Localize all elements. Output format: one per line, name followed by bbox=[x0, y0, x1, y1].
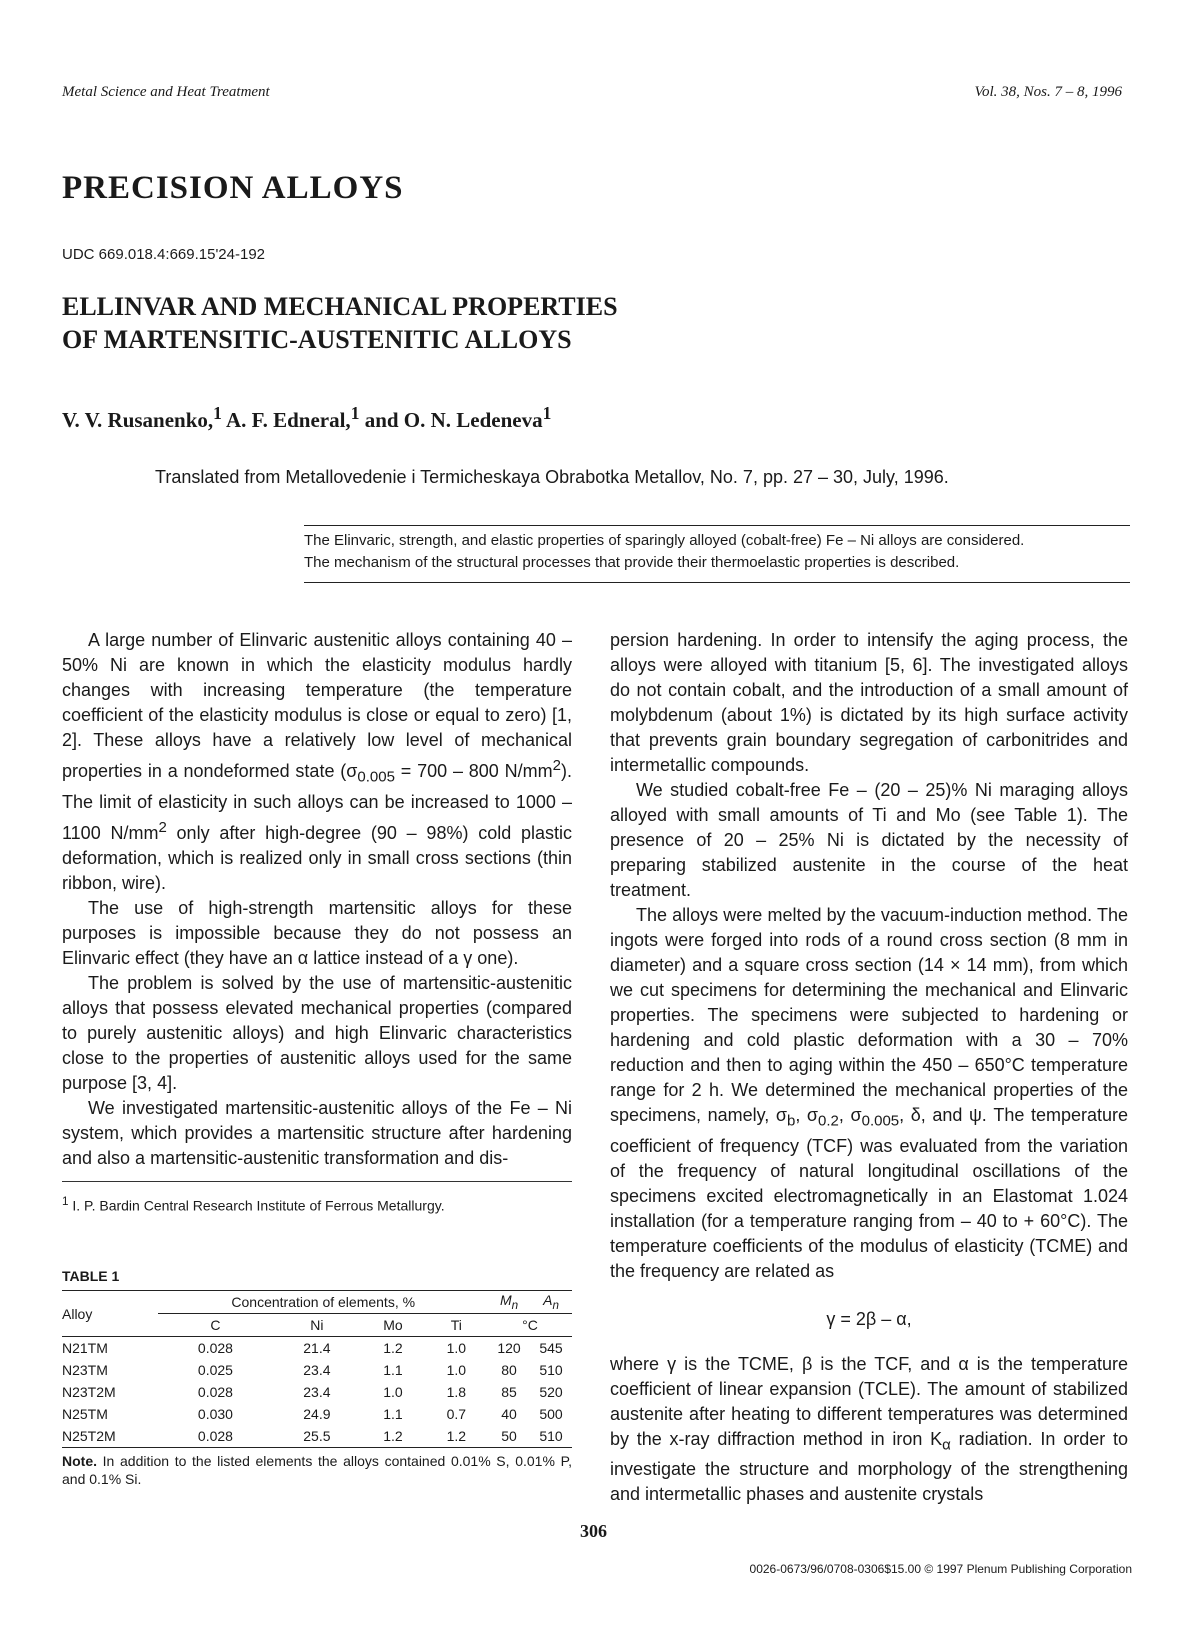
table-label: TABLE 1 bbox=[62, 1268, 120, 1284]
left-paragraph-1: A large number of Elinvaric austenitic alloys containing 40 – 50% Ni are known in which the elasticity modulus hardly changes with increasing temperature (the temperature coefficient of the elasticity modulus is close or equal to zero) [1, 2]. These alloys have a relatively low level of mechanical properties in a nondeformed state ($\sigma_{0.005} = 700 - 800$ $N/mm^2$). The limit of elasticity in such alloys can be increased to 1000 – 1100 $N/mm^2$ only after high-degree (90 – 98%) cold plastic deformation, which is realized only in small cross sections (thin ribbon, wire). bbox=[62, 630, 572, 893]
cell-mn: 85 bbox=[501, 1384, 517, 1400]
footnote-text: I. P. Bardin Central Research Institute of Ferrous Metallurgy. bbox=[72, 1197, 445, 1214]
cell-an: 510 bbox=[539, 1362, 563, 1378]
table-row bbox=[62, 1337, 572, 1360]
footnote bbox=[62, 1195, 445, 1214]
copyright-line: 0026-0673/96/0708-0306$15.00 © 1997 Plenum Publishing Corporation bbox=[749, 1562, 1132, 1576]
cell-ti: 1.2 bbox=[446, 1428, 467, 1444]
table-note-text: In addition to the listed elements the alloys contained 0.01% S, 0.01% P, and 0.1% Si. bbox=[62, 1453, 572, 1487]
author-3: O. N. Ledeneva bbox=[403, 408, 543, 432]
right-column bbox=[610, 628, 1128, 1507]
author-1: V. V. Rusanenko, bbox=[62, 408, 214, 432]
header-concentration: Concentration of elements, % bbox=[231, 1294, 416, 1310]
cell-mo: 1.2 bbox=[383, 1428, 403, 1444]
author-2-affil: 1 bbox=[350, 403, 360, 423]
cell-alloy: N25T2M bbox=[62, 1428, 116, 1444]
cell-an: 500 bbox=[539, 1406, 563, 1422]
cell-mo: 1.1 bbox=[383, 1362, 403, 1378]
table-note bbox=[62, 1452, 572, 1488]
right-paragraph-3: The alloys were melted by the vacuum-induction method. The ingots were forged into rods of a round cross section (8 mm in diameter) and a square cross section (14 × 14 mm), from which we cut specimens for determining the mechanical and Elinvaric properties. The specimens were subjected to hardening or hardening and cold plastic deformation with a 30 – 70% reduction and then to aging within the 450 – 650°C temperature range for 2 h. We determined the mechanical properties of the specimens, namely, $\sigma_b$, $\sigma_{0.2}$, $\sigma_{0.005}$, δ, and ψ. The temperature coefficient of frequency (TCF) was evaluated from the variation of the frequency of natural longitudinal oscillations of the specimens excited electromagnetically in an Elastomat 1.024 installation (for a temperature ranging from – 40 to + 60°C). The temperature coefficients of the modulus of elasticity (TCME) and the frequency are related as bbox=[610, 905, 1128, 1281]
cell-ni: 25.5 bbox=[303, 1428, 331, 1444]
table-header-row bbox=[62, 1291, 572, 1314]
table-row bbox=[62, 1425, 572, 1448]
left-paragraph-3: The problem is solved by the use of martensitic-austenitic alloys that possess elevated mechanical properties (compared to purely austenitic alloys) and high Elinvaric characteristics close to the properties of austenitic alloys used for the same purpose [3, 4]. bbox=[62, 972, 572, 1093]
header-mn: $M_n$ bbox=[499, 1292, 519, 1312]
header-ti: Ti bbox=[425, 1314, 488, 1337]
right-paragraph-2: We studied cobalt-free Fe – (20 – 25)% Ni maraging alloys alloyed with small amounts of Ti and Mo (see Table 1). The presence of 20 – 25% Ni is dictated by the necessity of preparing stabilized austenite in the course of the heat treatment. bbox=[610, 780, 1128, 900]
header-c: C bbox=[158, 1314, 272, 1337]
cell-ti: 1.8 bbox=[446, 1384, 467, 1400]
cell-ni: 24.9 bbox=[303, 1406, 331, 1422]
author-list bbox=[62, 403, 551, 433]
header-mo: Mo bbox=[361, 1314, 424, 1337]
cell-mn: 50 bbox=[501, 1428, 517, 1444]
header-unit: °C bbox=[488, 1314, 572, 1337]
translation-source: Translated from Metallovedenie i Termicheskaya Obrabotka Metallov, No. 7, pp. 27 – 30, July, 1996. bbox=[155, 467, 949, 487]
cell-mn: 80 bbox=[501, 1362, 517, 1378]
author-3-affil: 1 bbox=[542, 403, 552, 423]
header-an: $A_n$ bbox=[543, 1292, 559, 1312]
cell-ni: 21.4 bbox=[273, 1337, 362, 1360]
left-column bbox=[62, 628, 572, 1171]
cell-alloy: N25TM bbox=[62, 1406, 108, 1422]
cell-mo: 1.0 bbox=[383, 1384, 403, 1400]
cell-ni: 23.4 bbox=[303, 1362, 331, 1378]
journal-name: Metal Science and Heat Treatment bbox=[62, 84, 270, 100]
cell-alloy: N23T2M bbox=[62, 1384, 116, 1400]
right-paragraph-1: persion hardening. In order to intensify the aging process, the alloys were alloyed with titanium [5, 6]. The investigated alloys do not contain cobalt, and the introduction of a small amount of molybdenum (about 1%) is dictated by its high surface activity that prevents grain boundary segregation of carbonitrides and intermetallic compounds. bbox=[610, 630, 1128, 775]
volume-info: Vol. 38, Nos. 7 – 8, 1996 bbox=[974, 84, 1122, 100]
footnote-divider bbox=[62, 1181, 572, 1182]
author-conjunction: and bbox=[364, 408, 399, 432]
cell-mo: 1.1 bbox=[383, 1406, 403, 1422]
udc-code: UDC 669.018.4:669.15'24-192 bbox=[62, 246, 266, 263]
cell-c: 0.028 bbox=[197, 1384, 233, 1400]
cell-c: 0.030 bbox=[197, 1406, 233, 1422]
cell-ti: 1.0 bbox=[425, 1337, 488, 1360]
left-paragraph-4: We investigated martensitic-austenitic alloys of the Fe – Ni system, which provides a martensitic structure after hardening and also a martensitic-austenitic transformation and dis- bbox=[62, 1097, 572, 1168]
header-alloy: Alloy bbox=[62, 1305, 93, 1322]
cell-mn: 120 bbox=[488, 1337, 530, 1360]
cell-mo: 1.2 bbox=[361, 1337, 424, 1360]
cell-c: 0.028 bbox=[158, 1337, 272, 1360]
cell-ti: 0.7 bbox=[446, 1406, 467, 1422]
abstract-line-2: The mechanism of the structural processes that provide their thermoelastic properties is described. bbox=[304, 554, 960, 571]
cell-an: 520 bbox=[539, 1384, 563, 1400]
table-note-label: Note. bbox=[62, 1453, 97, 1469]
left-paragraph-2: The use of high-strength martensitic alloys for these purposes is impossible because they do not possess an Elinvaric effect (they have an α lattice instead of a γ one). bbox=[62, 897, 572, 968]
title-line-2: OF MARTENSITIC-AUSTENITIC ALLOYS bbox=[62, 325, 572, 354]
section-title: PRECISION ALLOYS bbox=[62, 170, 404, 206]
cell-alloy: N21TM bbox=[62, 1337, 158, 1360]
abstract-line-1: The Elinvaric, strength, and elastic properties of sparingly alloyed (cobalt-free) Fe – Ni alloys are considered. bbox=[304, 532, 1025, 549]
table-row bbox=[62, 1381, 572, 1403]
cell-alloy: N23TM bbox=[62, 1362, 108, 1378]
table-row bbox=[62, 1403, 572, 1425]
right-paragraph-4: where γ is the TCME, β is the TCF, and α is the temperature coefficient of linear expansion (TCLE). The amount of stabilized austenite after heating to different temperatures was determined by the x-ray diffraction method in iron $K_\alpha$ radiation. In order to investigate the structure and morphology of the strengthening and intermetallic phases and austenite crystals bbox=[610, 1353, 1128, 1505]
footnote-mark: 1 bbox=[62, 1195, 69, 1208]
cell-c: 0.025 bbox=[197, 1362, 233, 1378]
table-row bbox=[62, 1359, 572, 1381]
cell-ti: 1.0 bbox=[446, 1362, 467, 1378]
cell-an: 510 bbox=[539, 1428, 563, 1444]
abstract bbox=[304, 525, 1130, 583]
cell-c: 0.028 bbox=[197, 1428, 233, 1444]
author-2: A. F. Edneral, bbox=[226, 408, 351, 432]
page-number: 306 bbox=[580, 1521, 607, 1541]
alloy-composition-table bbox=[62, 1290, 572, 1448]
equation: γ = 2β – α, bbox=[826, 1308, 912, 1329]
cell-mn: 40 bbox=[501, 1406, 517, 1422]
cell-ni: 23.4 bbox=[303, 1384, 331, 1400]
header-ni: Ni bbox=[273, 1314, 362, 1337]
title-line-1: ELLINVAR AND MECHANICAL PROPERTIES bbox=[62, 292, 618, 321]
author-1-affil: 1 bbox=[213, 403, 222, 423]
article-title bbox=[62, 290, 962, 356]
table-1 bbox=[62, 1290, 572, 1488]
cell-an: 545 bbox=[530, 1337, 572, 1360]
